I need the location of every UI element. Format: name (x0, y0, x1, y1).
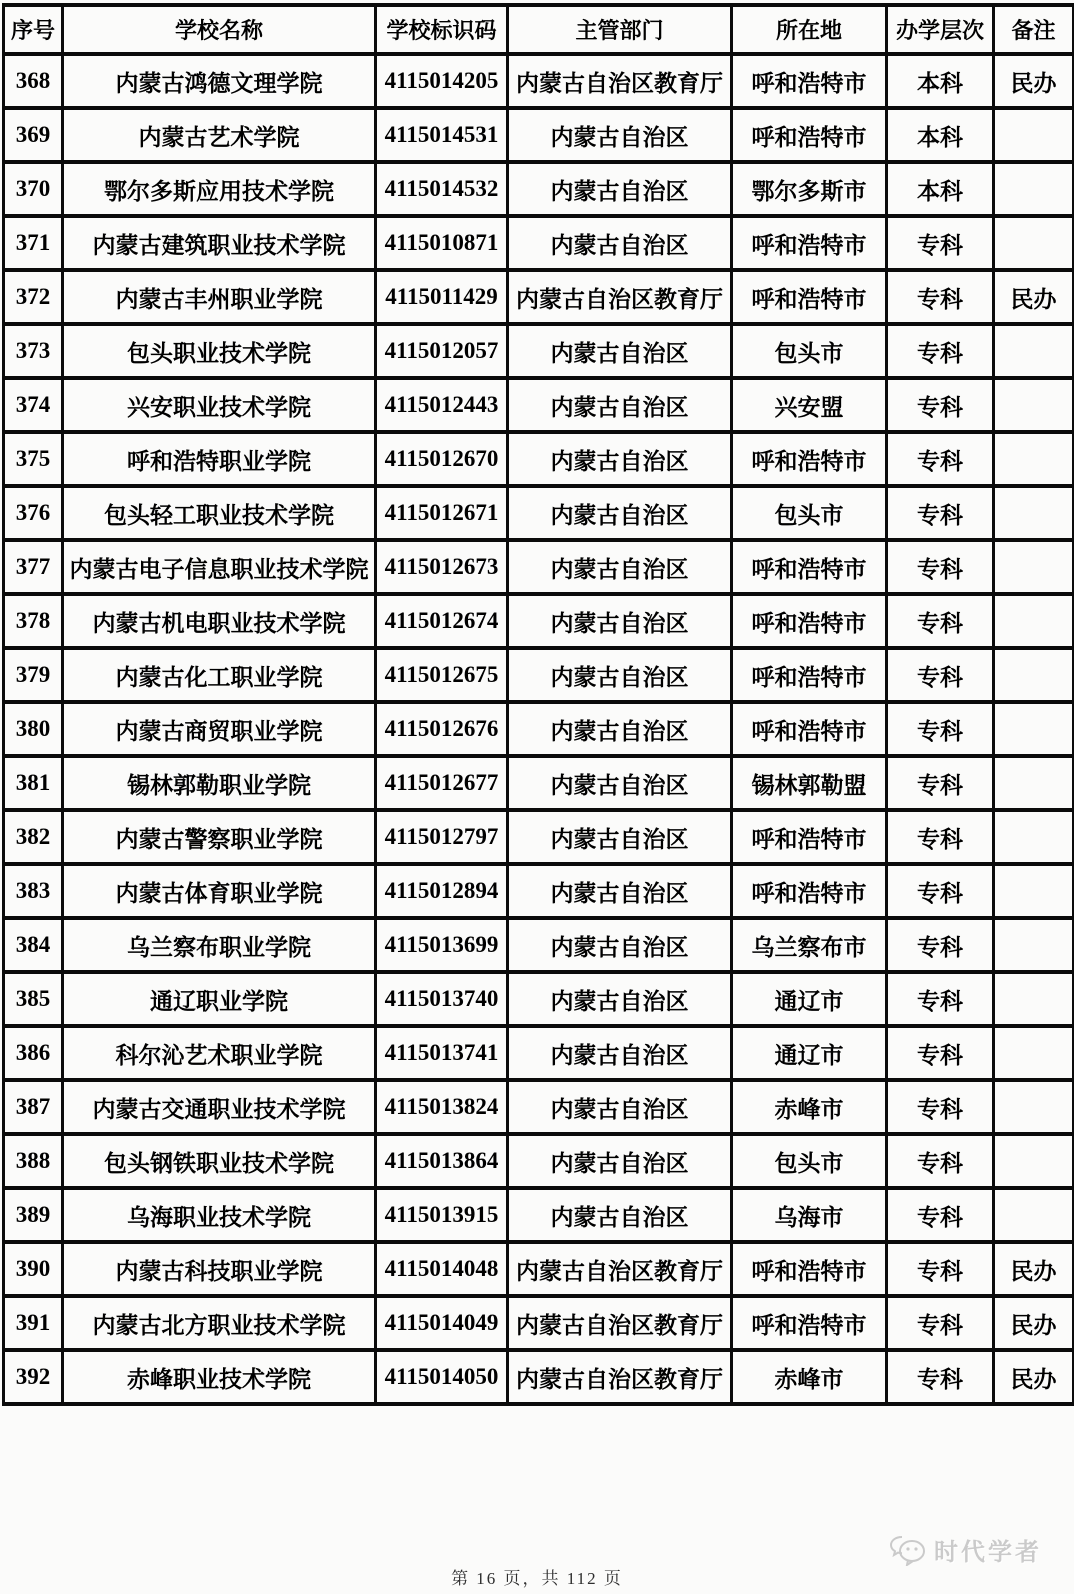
cell-remark (994, 324, 1074, 378)
cell-remark (994, 972, 1074, 1026)
page-footer (0, 1522, 1074, 1594)
cell-location: 鄂尔多斯市 (732, 162, 887, 216)
table-row (4, 324, 1074, 378)
cell-location: 呼和浩特市 (732, 1242, 887, 1296)
cell-location: 呼和浩特市 (732, 432, 887, 486)
cell-serial-number: 368 (4, 54, 63, 108)
cell-supervising-department: 内蒙古自治区 (508, 162, 732, 216)
cell-location: 赤峰市 (732, 1080, 887, 1134)
cell-serial-number: 382 (4, 810, 63, 864)
cell-school-name: 通辽职业学院 (63, 972, 376, 1026)
cell-remark (994, 432, 1074, 486)
table-row (4, 864, 1074, 918)
cell-serial-number: 387 (4, 1080, 63, 1134)
table-body (4, 54, 1074, 1404)
cell-remark: 民办 (994, 1242, 1074, 1296)
cell-remark (994, 756, 1074, 810)
cell-serial-number: 371 (4, 216, 63, 270)
cell-supervising-department: 内蒙古自治区 (508, 972, 732, 1026)
cell-serial-number: 375 (4, 432, 63, 486)
table-row (4, 162, 1074, 216)
header-school-code: 学校标识码 (376, 5, 508, 54)
cell-education-level: 专科 (887, 540, 994, 594)
table-row (4, 1350, 1074, 1404)
cell-location: 呼和浩特市 (732, 54, 887, 108)
cell-school-code: 4115010871 (376, 216, 508, 270)
university-list-table (2, 3, 1074, 1406)
cell-supervising-department: 内蒙古自治区 (508, 594, 732, 648)
cell-remark (994, 1188, 1074, 1242)
cell-school-code: 4115013824 (376, 1080, 508, 1134)
cell-school-name: 乌海职业技术学院 (63, 1188, 376, 1242)
cell-school-name: 鄂尔多斯应用技术学院 (63, 162, 376, 216)
cell-school-name: 包头职业技术学院 (63, 324, 376, 378)
cell-location: 赤峰市 (732, 1350, 887, 1404)
cell-school-name: 内蒙古商贸职业学院 (63, 702, 376, 756)
cell-location: 包头市 (732, 486, 887, 540)
cell-school-code: 4115014049 (376, 1296, 508, 1350)
cell-education-level: 专科 (887, 432, 994, 486)
cell-school-name: 内蒙古机电职业技术学院 (63, 594, 376, 648)
cell-school-name: 内蒙古北方职业技术学院 (63, 1296, 376, 1350)
cell-education-level: 专科 (887, 1080, 994, 1134)
cell-remark: 民办 (994, 1350, 1074, 1404)
cell-school-name: 内蒙古化工职业学院 (63, 648, 376, 702)
cell-remark (994, 108, 1074, 162)
cell-supervising-department: 内蒙古自治区 (508, 432, 732, 486)
cell-education-level: 专科 (887, 378, 994, 432)
table-row (4, 972, 1074, 1026)
cell-serial-number: 389 (4, 1188, 63, 1242)
cell-supervising-department: 内蒙古自治区 (508, 378, 732, 432)
cell-school-name: 兴安职业技术学院 (63, 378, 376, 432)
cell-school-code: 4115012057 (376, 324, 508, 378)
cell-remark: 民办 (994, 1296, 1074, 1350)
cell-education-level: 专科 (887, 1296, 994, 1350)
cell-education-level: 专科 (887, 864, 994, 918)
cell-remark (994, 594, 1074, 648)
cell-location: 呼和浩特市 (732, 540, 887, 594)
cell-location: 呼和浩特市 (732, 864, 887, 918)
cell-school-code: 4115012797 (376, 810, 508, 864)
cell-supervising-department: 内蒙古自治区教育厅 (508, 1296, 732, 1350)
cell-education-level: 本科 (887, 162, 994, 216)
cell-supervising-department: 内蒙古自治区 (508, 702, 732, 756)
cell-remark (994, 216, 1074, 270)
cell-supervising-department: 内蒙古自治区 (508, 216, 732, 270)
cell-education-level: 本科 (887, 108, 994, 162)
cell-supervising-department: 内蒙古自治区 (508, 540, 732, 594)
header-location: 所在地 (732, 5, 887, 54)
cell-school-code: 4115012677 (376, 756, 508, 810)
table-row (4, 486, 1074, 540)
table-row (4, 648, 1074, 702)
cell-supervising-department: 内蒙古自治区教育厅 (508, 1242, 732, 1296)
cell-supervising-department: 内蒙古自治区 (508, 1134, 732, 1188)
cell-location: 呼和浩特市 (732, 1296, 887, 1350)
cell-education-level: 专科 (887, 486, 994, 540)
cell-school-name: 包头钢铁职业技术学院 (63, 1134, 376, 1188)
header-remark: 备注 (994, 5, 1074, 54)
cell-supervising-department: 内蒙古自治区 (508, 648, 732, 702)
cell-remark (994, 702, 1074, 756)
table-row (4, 1296, 1074, 1350)
cell-education-level: 专科 (887, 594, 994, 648)
cell-education-level: 专科 (887, 1242, 994, 1296)
page-number-text: 第 16 页，共 112 页 (451, 1569, 623, 1588)
cell-school-code: 4115013864 (376, 1134, 508, 1188)
cell-supervising-department: 内蒙古自治区 (508, 1026, 732, 1080)
cell-school-code: 4115013741 (376, 1026, 508, 1080)
cell-serial-number: 378 (4, 594, 63, 648)
cell-remark (994, 918, 1074, 972)
cell-school-name: 科尔沁艺术职业学院 (63, 1026, 376, 1080)
cell-location: 呼和浩特市 (732, 594, 887, 648)
cell-serial-number: 391 (4, 1296, 63, 1350)
cell-school-name: 内蒙古丰州职业学院 (63, 270, 376, 324)
cell-school-code: 4115014050 (376, 1350, 508, 1404)
cell-serial-number: 384 (4, 918, 63, 972)
cell-education-level: 专科 (887, 1188, 994, 1242)
cell-education-level: 专科 (887, 270, 994, 324)
cell-location: 呼和浩特市 (732, 648, 887, 702)
cell-serial-number: 372 (4, 270, 63, 324)
table-header-row (4, 5, 1074, 54)
cell-supervising-department: 内蒙古自治区 (508, 1080, 732, 1134)
table-row (4, 108, 1074, 162)
table-row (4, 756, 1074, 810)
cell-education-level: 专科 (887, 918, 994, 972)
cell-education-level: 专科 (887, 972, 994, 1026)
cell-school-code: 4115013699 (376, 918, 508, 972)
chat-bubbles-logo-icon (888, 1534, 928, 1566)
cell-school-code: 4115012670 (376, 432, 508, 486)
cell-location: 乌海市 (732, 1188, 887, 1242)
cell-school-code: 4115012673 (376, 540, 508, 594)
cell-school-name: 内蒙古警察职业学院 (63, 810, 376, 864)
cell-supervising-department: 内蒙古自治区教育厅 (508, 1350, 732, 1404)
table-row (4, 702, 1074, 756)
cell-remark (994, 810, 1074, 864)
cell-school-code: 4115012674 (376, 594, 508, 648)
cell-remark: 民办 (994, 270, 1074, 324)
cell-school-code: 4115014531 (376, 108, 508, 162)
header-serial-number: 序号 (4, 5, 63, 54)
cell-school-code: 4115012675 (376, 648, 508, 702)
cell-school-name: 锡林郭勒职业学院 (63, 756, 376, 810)
cell-serial-number: 380 (4, 702, 63, 756)
cell-supervising-department: 内蒙古自治区 (508, 324, 732, 378)
cell-education-level: 专科 (887, 810, 994, 864)
header-school-name: 学校名称 (63, 5, 376, 54)
cell-supervising-department: 内蒙古自治区教育厅 (508, 54, 732, 108)
cell-remark (994, 1080, 1074, 1134)
watermark (888, 1532, 1042, 1567)
cell-remark (994, 486, 1074, 540)
cell-education-level: 专科 (887, 702, 994, 756)
cell-location: 通辽市 (732, 972, 887, 1026)
cell-school-name: 乌兰察布职业学院 (63, 918, 376, 972)
cell-supervising-department: 内蒙古自治区 (508, 1188, 732, 1242)
cell-school-name: 内蒙古艺术学院 (63, 108, 376, 162)
cell-serial-number: 379 (4, 648, 63, 702)
cell-supervising-department: 内蒙古自治区 (508, 918, 732, 972)
cell-location: 包头市 (732, 324, 887, 378)
cell-location: 通辽市 (732, 1026, 887, 1080)
cell-remark: 民办 (994, 54, 1074, 108)
cell-school-code: 4115014205 (376, 54, 508, 108)
cell-location: 呼和浩特市 (732, 810, 887, 864)
table-row (4, 540, 1074, 594)
cell-serial-number: 370 (4, 162, 63, 216)
cell-serial-number: 388 (4, 1134, 63, 1188)
cell-education-level: 专科 (887, 756, 994, 810)
cell-location: 兴安盟 (732, 378, 887, 432)
cell-remark (994, 864, 1074, 918)
cell-school-name: 包头轻工职业技术学院 (63, 486, 376, 540)
table-row (4, 378, 1074, 432)
table-row (4, 1242, 1074, 1296)
cell-school-name: 内蒙古鸿德文理学院 (63, 54, 376, 108)
table-row (4, 1188, 1074, 1242)
cell-school-code: 4115013740 (376, 972, 508, 1026)
watermark-label: 时代学者 (934, 1540, 1042, 1566)
cell-school-name: 内蒙古建筑职业技术学院 (63, 216, 376, 270)
cell-serial-number: 386 (4, 1026, 63, 1080)
cell-education-level: 专科 (887, 1026, 994, 1080)
cell-location: 包头市 (732, 1134, 887, 1188)
cell-education-level: 专科 (887, 324, 994, 378)
cell-serial-number: 390 (4, 1242, 63, 1296)
table-row (4, 54, 1074, 108)
cell-school-code: 4115012676 (376, 702, 508, 756)
header-education-level: 办学层次 (887, 5, 994, 54)
table-row (4, 918, 1074, 972)
cell-school-code: 4115013915 (376, 1188, 508, 1242)
table-row (4, 1026, 1074, 1080)
cell-location: 呼和浩特市 (732, 108, 887, 162)
cell-location: 呼和浩特市 (732, 216, 887, 270)
cell-remark (994, 648, 1074, 702)
cell-remark (994, 1026, 1074, 1080)
cell-education-level: 专科 (887, 648, 994, 702)
cell-serial-number: 377 (4, 540, 63, 594)
cell-education-level: 专科 (887, 216, 994, 270)
table-row (4, 1134, 1074, 1188)
table-row (4, 810, 1074, 864)
cell-location: 乌兰察布市 (732, 918, 887, 972)
cell-supervising-department: 内蒙古自治区 (508, 810, 732, 864)
cell-supervising-department: 内蒙古自治区 (508, 864, 732, 918)
cell-serial-number: 376 (4, 486, 63, 540)
cell-education-level: 专科 (887, 1134, 994, 1188)
cell-location: 锡林郭勒盟 (732, 756, 887, 810)
cell-supervising-department: 内蒙古自治区 (508, 108, 732, 162)
cell-location: 呼和浩特市 (732, 270, 887, 324)
table-row (4, 594, 1074, 648)
cell-school-code: 4115012671 (376, 486, 508, 540)
cell-supervising-department: 内蒙古自治区教育厅 (508, 270, 732, 324)
table-row (4, 432, 1074, 486)
table-row (4, 216, 1074, 270)
cell-school-name: 内蒙古电子信息职业技术学院 (63, 540, 376, 594)
cell-school-code: 4115011429 (376, 270, 508, 324)
cell-remark (994, 378, 1074, 432)
cell-school-code: 4115014532 (376, 162, 508, 216)
cell-remark (994, 1134, 1074, 1188)
cell-supervising-department: 内蒙古自治区 (508, 756, 732, 810)
cell-serial-number: 369 (4, 108, 63, 162)
cell-school-name: 呼和浩特职业学院 (63, 432, 376, 486)
table-row (4, 1080, 1074, 1134)
cell-remark (994, 162, 1074, 216)
cell-school-code: 4115012443 (376, 378, 508, 432)
cell-education-level: 本科 (887, 54, 994, 108)
cell-school-code: 4115012894 (376, 864, 508, 918)
cell-school-name: 内蒙古体育职业学院 (63, 864, 376, 918)
cell-serial-number: 373 (4, 324, 63, 378)
cell-school-name: 内蒙古科技职业学院 (63, 1242, 376, 1296)
cell-serial-number: 381 (4, 756, 63, 810)
cell-education-level: 专科 (887, 1350, 994, 1404)
cell-serial-number: 385 (4, 972, 63, 1026)
header-supervising-department: 主管部门 (508, 5, 732, 54)
cell-location: 呼和浩特市 (732, 702, 887, 756)
cell-remark (994, 540, 1074, 594)
cell-serial-number: 392 (4, 1350, 63, 1404)
cell-supervising-department: 内蒙古自治区 (508, 486, 732, 540)
cell-serial-number: 374 (4, 378, 63, 432)
table-row (4, 270, 1074, 324)
cell-school-name: 赤峰职业技术学院 (63, 1350, 376, 1404)
cell-school-name: 内蒙古交通职业技术学院 (63, 1080, 376, 1134)
cell-school-code: 4115014048 (376, 1242, 508, 1296)
cell-serial-number: 383 (4, 864, 63, 918)
